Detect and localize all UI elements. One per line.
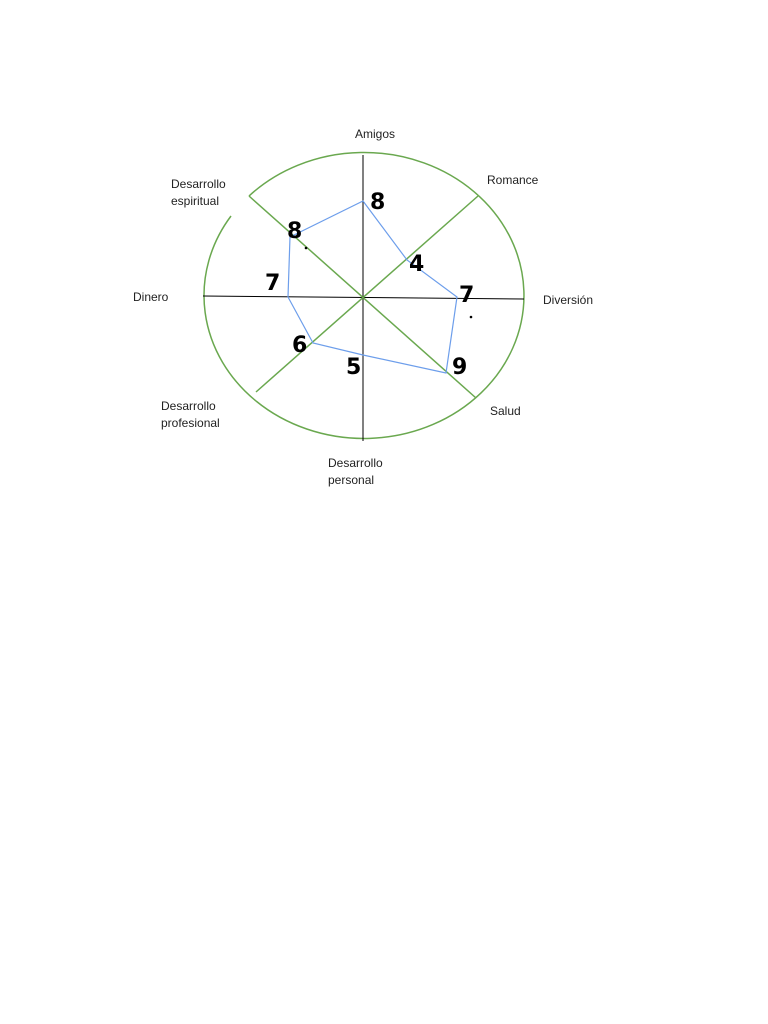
wheel-circle — [249, 152, 524, 438]
score-desarrollo-espiritual: 8 — [287, 219, 303, 244]
label-dinero: Dinero — [133, 290, 169, 304]
score-desarrollo-personal: 5 — [346, 355, 362, 380]
dot-mark — [305, 247, 308, 250]
score-polygon — [288, 201, 457, 373]
score-diversion: 7 — [459, 283, 475, 308]
label-amigos: Amigos — [355, 127, 396, 141]
label-diversion: Diversión — [543, 293, 594, 307]
score-dinero: 7 — [265, 271, 281, 296]
score-desarrollo-profesional: 6 — [292, 333, 308, 358]
label-romance: Romance — [487, 173, 539, 187]
label-desarrollo-personal: Desarrollo personal — [328, 456, 383, 487]
label-salud: Salud — [490, 404, 521, 418]
score-salud: 9 — [452, 355, 468, 380]
label-desarrollo-profesional: Desarrollo profesional — [161, 399, 220, 430]
dot-mark — [470, 316, 473, 319]
score-romance: 4 — [409, 252, 425, 277]
label-desarrollo-espiritual: Desarrollo espiritual — [171, 177, 226, 208]
wheel-circle-left-arc — [204, 216, 256, 401]
score-amigos: 8 — [370, 190, 386, 215]
